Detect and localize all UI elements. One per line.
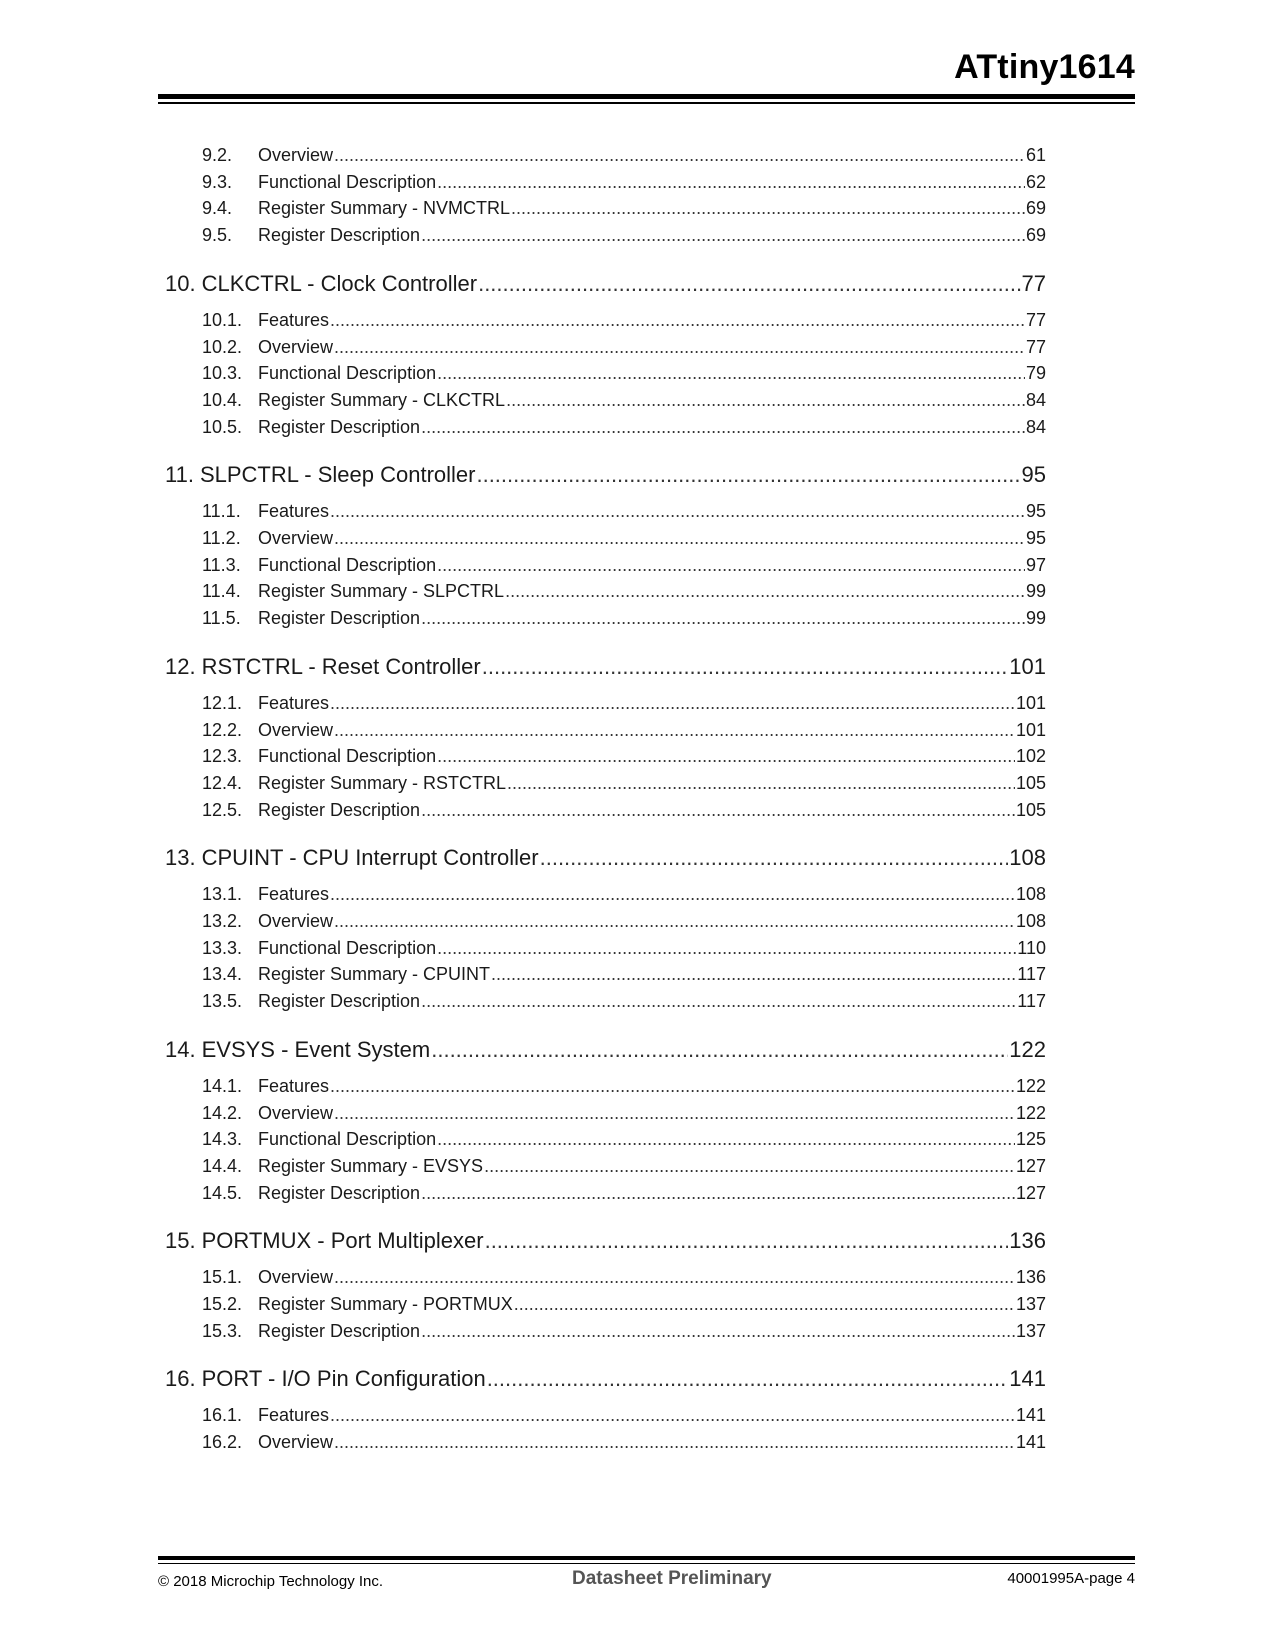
toc-entry-number: 14.2.	[202, 1102, 243, 1123]
toc-dot-leader	[330, 1076, 1015, 1097]
toc-entry-title: Overview	[258, 719, 334, 740]
toc-entry-number: 10.4.	[202, 389, 243, 410]
toc-dot-leader	[506, 390, 1025, 411]
toc-entry-page: 108	[1015, 884, 1046, 905]
toc-entry-title: Register Description	[258, 1182, 421, 1203]
footer-rule-thin	[158, 1563, 1135, 1564]
toc-entry-number: 11.	[165, 462, 194, 488]
toc-entry-page: 102	[1015, 746, 1046, 767]
toc-entry-page: 141	[1015, 1405, 1046, 1426]
toc-entry-title: EVSYS - Event System	[201, 1036, 431, 1062]
toc-entry-number: 12.3.	[202, 746, 243, 767]
toc-entry-page: 77	[1021, 270, 1046, 296]
toc-dot-leader	[437, 172, 1025, 193]
toc-entry-number: 10.	[165, 270, 196, 296]
toc-entry-title: RSTCTRL - Reset Controller	[201, 653, 481, 679]
toc-entry-page: 122	[1015, 1102, 1046, 1123]
toc-entry-title: Functional Description	[258, 363, 437, 384]
toc-entry-title: Register Summary - PORTMUX	[258, 1294, 513, 1314]
toc-entry-page: 108	[1015, 911, 1046, 931]
toc-chapter-entry[interactable]	[165, 845, 1046, 875]
toc-dot-leader	[437, 363, 1025, 384]
toc-entry-title: SLPCTRL - Sleep Controller	[199, 462, 476, 488]
toc-dot-leader	[421, 1321, 1015, 1342]
footer-status: Datasheet Preliminary	[572, 1568, 772, 1589]
toc-entry-number: 9.5.	[202, 225, 233, 246]
header-rule-thin	[158, 102, 1135, 104]
toc-entry-page: 97	[1025, 554, 1046, 575]
toc-entry-title: Register Description	[258, 608, 421, 629]
toc-section-entry[interactable]	[202, 172, 1046, 196]
toc-dot-leader	[437, 938, 1016, 959]
toc-entry-page: 101	[1009, 653, 1046, 679]
toc-dot-leader	[511, 198, 1025, 219]
toc-entry-number: 9.4.	[202, 198, 233, 219]
toc-section-entry[interactable]	[202, 884, 1046, 908]
toc-entry-title: Register Description	[258, 225, 421, 246]
toc-dot-leader	[334, 720, 1015, 741]
toc-entry-title: Overview	[258, 145, 334, 165]
toc-entry-title: Register Summary - CLKCTRL	[258, 389, 506, 410]
toc-entry-title: CPUINT - CPU Interrupt Controller	[201, 845, 539, 871]
toc-entry-number: 11.1.	[202, 501, 241, 522]
toc-entry-page: 137	[1015, 1294, 1046, 1314]
toc-entry-page: 127	[1015, 1155, 1046, 1176]
toc-entry-page: 105	[1015, 799, 1046, 820]
toc-section-entry[interactable]	[202, 938, 1046, 962]
toc-dot-leader	[491, 964, 1016, 985]
toc-section-entry[interactable]	[202, 1103, 1046, 1127]
toc-entry-number: 13.5.	[202, 991, 243, 1012]
toc-dot-leader	[330, 693, 1015, 714]
toc-dot-leader	[334, 1432, 1015, 1453]
toc-entry-page: 122	[1009, 1036, 1046, 1062]
toc-entry-title: Overview	[258, 911, 334, 931]
toc-entry-title: Register Description	[258, 1320, 421, 1341]
toc-entry-number: 15.3.	[202, 1320, 243, 1341]
toc-entry-title: Register Description	[258, 799, 421, 820]
toc-dot-leader	[485, 1228, 1009, 1254]
toc-entry-number: 9.2.	[202, 145, 233, 165]
toc-section-entry[interactable]	[202, 417, 1046, 441]
toc-entry-number: 10.5.	[202, 416, 243, 437]
toc-entry-title: Functional Description	[258, 937, 437, 958]
toc-entry-title: Overview	[258, 336, 334, 357]
toc-dot-leader	[334, 528, 1025, 549]
toc-entry-page: 61	[1025, 145, 1046, 165]
toc-entry-title: Features	[258, 501, 330, 522]
toc-entry-page: 125	[1015, 1129, 1046, 1150]
toc-entry-title: Register Description	[258, 991, 421, 1012]
toc-dot-leader	[482, 654, 1009, 680]
toc-entry-page: 77	[1025, 336, 1046, 357]
toc-section-entry[interactable]	[202, 1267, 1046, 1291]
toc-section-entry[interactable]	[202, 225, 1046, 249]
toc-entry-page: 122	[1015, 1075, 1046, 1096]
toc-chapter-entry[interactable]	[165, 654, 1046, 684]
toc-entry-page: 117	[1017, 964, 1046, 985]
toc-section-entry[interactable]	[202, 310, 1046, 334]
toc-section-entry[interactable]	[202, 773, 1046, 797]
toc-section-entry[interactable]	[202, 145, 1046, 169]
toc-entry-number: 12.4.	[202, 772, 243, 793]
toc-entry-page: 77	[1025, 309, 1046, 330]
toc-entry-title: CLKCTRL - Clock Controller	[201, 270, 478, 296]
toc-entry-number: 12.	[165, 653, 196, 679]
toc-section-entry[interactable]	[202, 964, 1046, 988]
toc-entry-number: 15.1.	[202, 1267, 243, 1288]
toc-dot-leader	[421, 1183, 1015, 1204]
toc-section-entry[interactable]	[202, 337, 1046, 361]
toc-entry-title: Register Summary - CPUINT	[258, 964, 491, 985]
toc-entry-number: 12.1.	[202, 692, 243, 713]
toc-entry-title: Features	[258, 1075, 330, 1096]
toc-entry-number: 13.2.	[202, 911, 243, 931]
toc-section-entry[interactable]	[202, 746, 1046, 770]
toc-dot-leader	[334, 145, 1025, 166]
toc-dot-leader	[437, 746, 1015, 767]
toc-section-entry[interactable]	[202, 363, 1046, 387]
toc-dot-leader	[437, 555, 1025, 576]
toc-entry-title: PORTMUX - Port Multiplexer	[201, 1228, 484, 1254]
toc-section-entry[interactable]	[202, 501, 1046, 525]
toc-section-entry[interactable]	[202, 1183, 1046, 1207]
toc-entry-page: 136	[1009, 1228, 1046, 1254]
toc-dot-leader	[507, 773, 1015, 794]
footer-copyright: © 2018 Microchip Technology Inc.	[158, 1573, 384, 1590]
toc-entry-title: Functional Description	[258, 554, 437, 575]
toc-section-entry[interactable]	[202, 1405, 1046, 1429]
toc-entry-number: 12.2.	[202, 719, 243, 740]
toc-section-entry[interactable]	[202, 1321, 1046, 1345]
toc-entry-title: Functional Description	[258, 171, 437, 192]
toc-dot-leader	[421, 417, 1025, 438]
toc-dot-leader	[421, 991, 1016, 1012]
toc-entry-number: 12.5.	[202, 799, 243, 820]
toc-entry-number: 11.4.	[202, 581, 241, 602]
toc-dot-leader	[540, 845, 1009, 871]
toc-entry-number: 11.5.	[202, 608, 241, 629]
toc-entry-page: 84	[1025, 416, 1046, 437]
toc-entry-number: 14.	[165, 1036, 196, 1062]
toc-dot-leader	[505, 581, 1025, 602]
toc-section-entry[interactable]	[202, 693, 1046, 717]
toc-entry-title: Features	[258, 692, 330, 713]
toc-chapter-entry[interactable]	[165, 1366, 1046, 1396]
toc-dot-leader	[330, 501, 1025, 522]
toc-chapter-entry[interactable]	[165, 1037, 1046, 1067]
toc-entry-number: 13.4.	[202, 964, 243, 985]
header-rule	[158, 94, 1135, 99]
toc-entry-title: Register Summary - EVSYS	[258, 1155, 484, 1176]
toc-dot-leader	[421, 608, 1025, 629]
toc-section-entry[interactable]	[202, 390, 1046, 414]
toc-dot-leader	[330, 1405, 1015, 1426]
toc-entry-number: 14.4.	[202, 1155, 243, 1176]
document-title: ATtiny1614	[954, 48, 1135, 86]
toc-section-entry[interactable]	[202, 198, 1046, 222]
toc-entry-number: 9.3.	[202, 171, 233, 192]
toc-entry-title: Features	[258, 884, 330, 905]
toc-entry-page: 99	[1025, 581, 1046, 602]
toc-entry-page: 69	[1025, 225, 1046, 246]
toc-section-entry[interactable]	[202, 1432, 1046, 1456]
toc-entry-number: 10.2.	[202, 336, 243, 357]
toc-entry-page: 127	[1015, 1182, 1046, 1203]
toc-section-entry[interactable]	[202, 581, 1046, 605]
toc-section-entry[interactable]	[202, 1076, 1046, 1100]
toc-section-entry[interactable]	[202, 1156, 1046, 1180]
toc-dot-leader	[330, 310, 1025, 331]
toc-entry-page: 95	[1025, 501, 1046, 522]
toc-entry-page: 137	[1015, 1320, 1046, 1341]
toc-entry-title: Functional Description	[258, 746, 437, 767]
toc-entry-title: Register Summary - RSTCTRL	[258, 772, 507, 793]
toc-entry-number: 15.	[165, 1228, 196, 1254]
toc-dot-leader	[476, 462, 1020, 488]
toc-chapter-entry[interactable]	[165, 462, 1046, 492]
toc-entry-page: 79	[1025, 363, 1046, 384]
footer-page-number: 40001995A-page 4	[1007, 1570, 1135, 1587]
toc-section-entry[interactable]	[202, 608, 1046, 632]
toc-entry-title: Overview	[258, 1267, 334, 1288]
toc-entry-number: 14.3.	[202, 1129, 243, 1150]
toc-entry-number: 14.1.	[202, 1075, 243, 1096]
toc-entry-title: Features	[258, 309, 330, 330]
toc-chapter-entry[interactable]	[165, 1228, 1046, 1258]
toc-section-entry[interactable]	[202, 1129, 1046, 1153]
toc-dot-leader	[478, 271, 1020, 297]
toc-dot-leader	[421, 225, 1025, 246]
toc-entry-page: 62	[1025, 171, 1046, 192]
toc-section-entry[interactable]	[202, 720, 1046, 744]
toc-entry-page: 69	[1025, 198, 1046, 219]
toc-dot-leader	[484, 1156, 1015, 1177]
toc-entry-page: 105	[1015, 772, 1046, 793]
toc-section-entry[interactable]	[202, 555, 1046, 579]
toc-dot-leader	[330, 884, 1015, 905]
toc-entry-title: Functional Description	[258, 1129, 437, 1150]
toc-entry-number: 16.	[165, 1366, 196, 1392]
toc-entry-page: 99	[1025, 608, 1046, 629]
toc-entry-number: 10.1.	[202, 309, 243, 330]
toc-entry-page: 84	[1025, 389, 1046, 410]
toc-entry-page: 136	[1015, 1267, 1046, 1288]
toc-entry-page: 95	[1021, 462, 1046, 488]
toc-entry-title: Overview	[258, 528, 334, 548]
toc-entry-title: Overview	[258, 1432, 334, 1453]
toc-entry-page: 101	[1015, 692, 1046, 713]
toc-section-entry[interactable]	[202, 911, 1046, 935]
toc-entry-page: 141	[1009, 1366, 1046, 1392]
toc-entry-number: 11.2.	[202, 528, 241, 548]
toc-dot-leader	[437, 1129, 1015, 1150]
toc-entry-page: 108	[1009, 845, 1046, 871]
toc-entry-page: 110	[1017, 937, 1046, 958]
toc-dot-leader	[431, 1037, 1008, 1063]
toc-entry-number: 13.	[165, 845, 196, 871]
toc-section-entry[interactable]	[202, 800, 1046, 824]
toc-section-entry[interactable]	[202, 1294, 1046, 1318]
toc-entry-title: Overview	[258, 1102, 334, 1123]
toc-entry-title: Register Summary - NVMCTRL	[258, 198, 511, 219]
toc-entry-title: Register Description	[258, 416, 421, 437]
toc-entry-number: 16.1.	[202, 1405, 243, 1426]
toc-entry-title: Features	[258, 1405, 330, 1426]
toc-entry-number: 11.3.	[202, 554, 241, 575]
toc-entry-page: 101	[1015, 719, 1046, 740]
toc-entry-title: Register Summary - SLPCTRL	[258, 581, 505, 602]
toc-dot-leader	[487, 1366, 1009, 1392]
toc-entry-number: 14.5.	[202, 1182, 243, 1203]
toc-entry-number: 13.3.	[202, 937, 243, 958]
toc-entry-number: 15.2.	[202, 1294, 243, 1314]
toc-entry-page: 95	[1025, 528, 1046, 548]
toc-entry-page: 117	[1017, 991, 1046, 1012]
toc-dot-leader	[334, 337, 1025, 358]
footer-rule	[158, 1556, 1135, 1560]
toc-entry-number: 13.1.	[202, 884, 243, 905]
toc-entry-number: 10.3.	[202, 363, 243, 384]
toc-dot-leader	[334, 1267, 1015, 1288]
toc-entry-number: 16.2.	[202, 1432, 243, 1453]
toc-dot-leader	[514, 1294, 1015, 1315]
toc-section-entry[interactable]	[202, 991, 1046, 1015]
toc-dot-leader	[421, 800, 1015, 821]
toc-dot-leader	[334, 1103, 1015, 1124]
toc-dot-leader	[334, 911, 1015, 932]
toc-entry-page: 141	[1015, 1432, 1046, 1453]
toc-chapter-entry[interactable]	[165, 271, 1046, 301]
toc-section-entry[interactable]	[202, 528, 1046, 552]
toc-entry-title: PORT - I/O Pin Configuration	[201, 1366, 486, 1392]
